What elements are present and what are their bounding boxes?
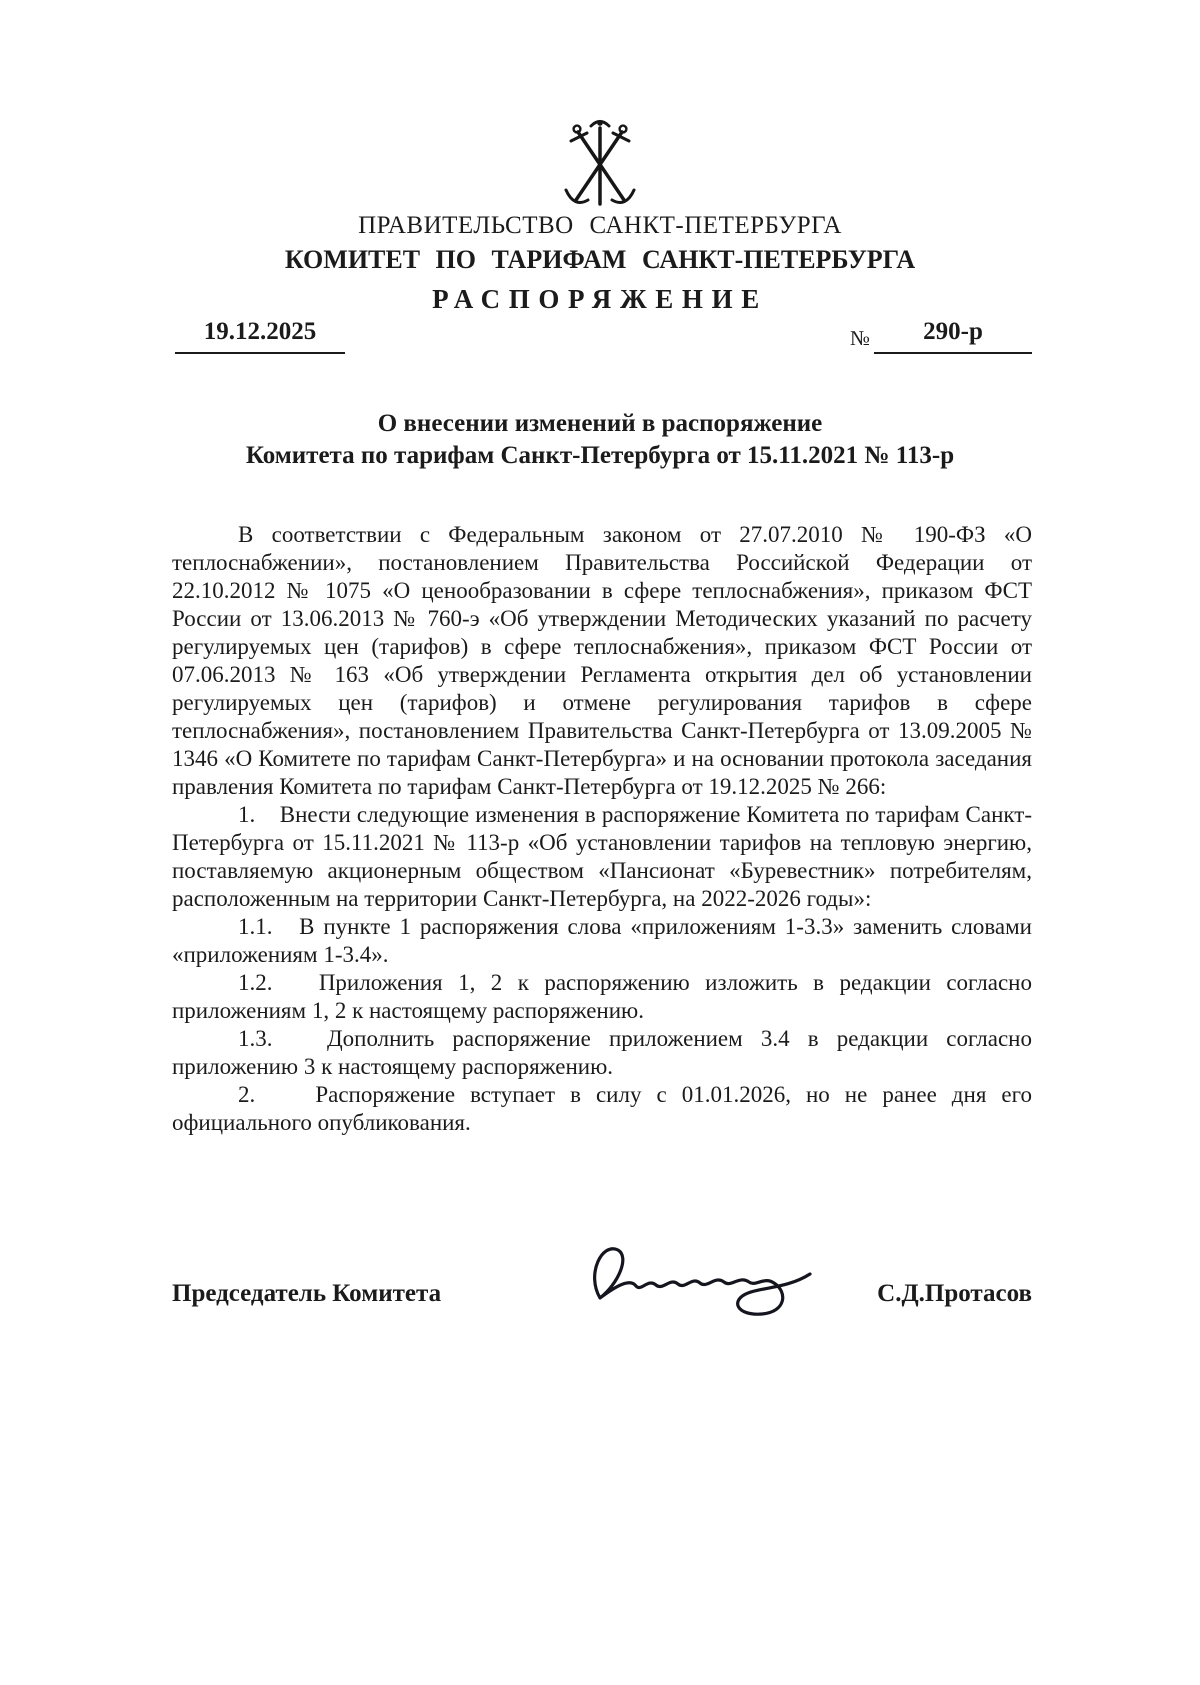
document-number: 290-р: [874, 318, 1032, 354]
signatory-name: С.Д.Протасов: [877, 1280, 1032, 1307]
paragraph-item-1: 1. Внести следующие изменения в распоряжение Комитета по тарифам Санкт-Петербурга от 15.11.2021 № 113-р «Об установлении тарифов на тепловую энергию, поставляемую акционерным обществом «Пансионат «Буревестник» потребителям, расположенным на территории Санкт-Петербурга, на 2022-2026 годы»:: [172, 802, 1032, 911]
signature-icon: [572, 1230, 822, 1335]
title-line-1: О внесении изменений в распоряжение: [377, 410, 823, 437]
number-sign-label: №: [850, 326, 871, 350]
document-number-block: [850, 318, 1032, 354]
paragraph-item-1-1: 1.1. В пункте 1 распоряжения слова «приложениям 1-3.3» заменить словами «приложениям 1-3.4».: [172, 914, 1032, 967]
paragraph-item-1-2: 1.2. Приложения 1, 2 к распоряжению изложить в редакции согласно приложениям 1, 2 к настоящему распоряжению.: [172, 970, 1032, 1023]
document-title: [0, 408, 1200, 472]
coat-of-arms-icon: [562, 116, 638, 217]
paragraph-preamble: В соответствии с Федеральным законом от 27.07.2010 № 190-ФЗ «О теплоснабжении», постановлением Правительства Российской Федерации от 22.10.2012 № 1075 «О ценообразовании в сфере теплоснабжения», приказом ФСТ России от 13.06.2013 № 760-э «Об утверждении Методических указаний по расчету регулируемых цен (тарифов) в сфере теплоснабжения», приказом ФСТ России от 07.06.2013 № 163 «Об утверждении Регламента открытия дел об установлении регулируемых цен (тарифов) и отмене регулирования тарифов в сфере теплоснабжения», постановлением Правительства Санкт-Петербурга от 13.09.2005 № 1346 «О Комитете по тарифам Санкт-Петербурга» и на основании протокола заседания правления Комитета по тарифам Санкт-Петербурга от 19.12.2025 № 266:: [172, 522, 1032, 799]
document-type-heading: РАСПОРЯЖЕНИЕ: [432, 284, 768, 314]
signatory-position: Председатель Комитета: [172, 1280, 442, 1307]
government-name: ПРАВИТЕЛЬСТВО САНКТ-ПЕТЕРБУРГА: [358, 212, 842, 239]
paragraph-item-2: 2. Распоряжение вступает в силу с 01.01.2026, но не ранее дня его официального опубликования.: [172, 1082, 1032, 1135]
document-date: 19.12.2025: [175, 318, 345, 354]
document-body: [172, 521, 1032, 1137]
paragraph-item-1-3: 1.3. Дополнить распоряжение приложением 3.4 в редакции согласно приложению 3 к настоящему распоряжению.: [172, 1026, 1032, 1079]
committee-name: КОМИТЕТ ПО ТАРИФАМ САНКТ-ПЕТЕРБУРГА: [284, 245, 916, 274]
title-line-2: Комитета по тарифам Санкт-Петербурга от 15.11.2021 № 113-р: [245, 442, 955, 469]
